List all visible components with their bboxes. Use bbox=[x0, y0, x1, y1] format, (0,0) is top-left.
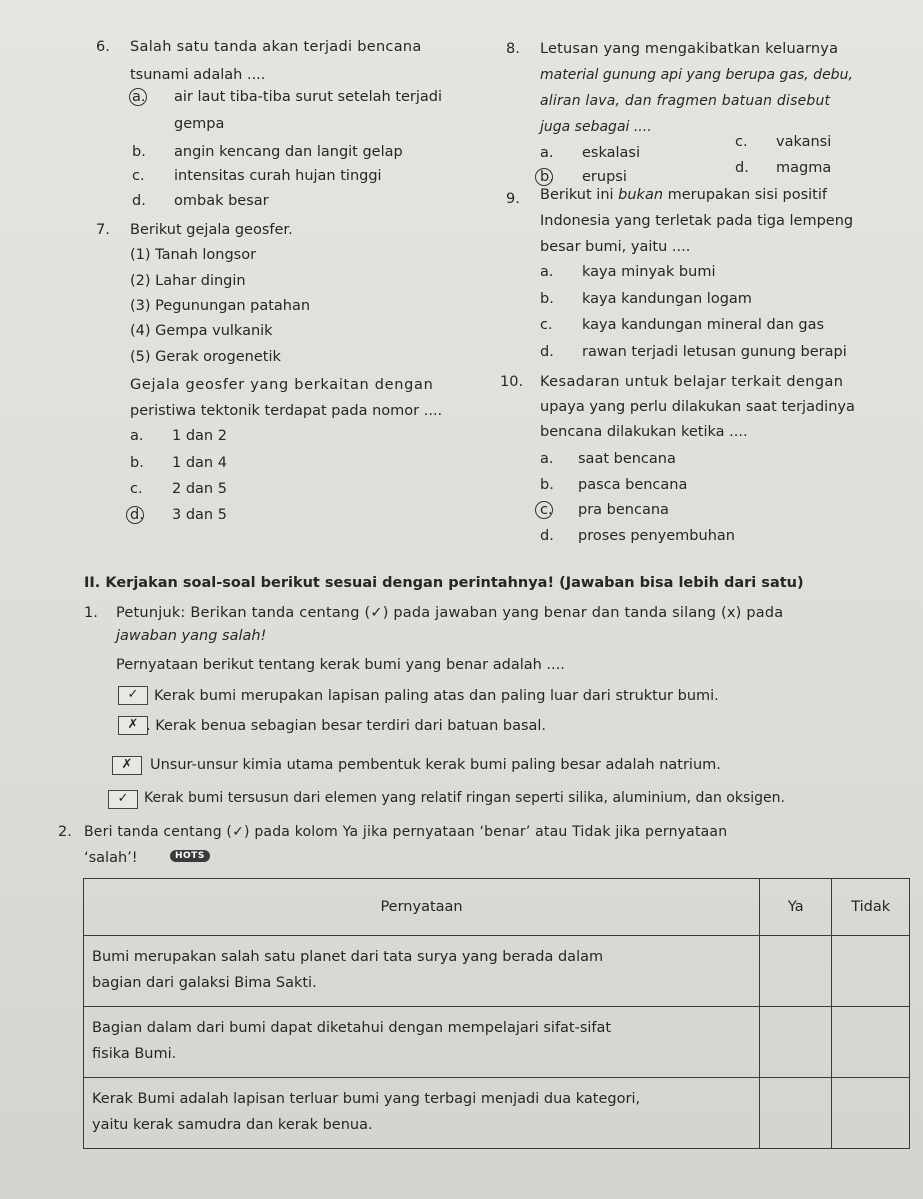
statement-4-text: Kerak bumi tersusun dari elemen yang relatif ringan seperti silika, aluminium, dan oksigen. bbox=[144, 790, 785, 806]
q9-option-d-text: rawan terjadi letusan gunung berapi bbox=[582, 344, 847, 360]
s2-p1-line2: jawaban yang salah! bbox=[116, 628, 267, 644]
q9-line3: besar bumi, yaitu .... bbox=[540, 239, 691, 255]
table-row bbox=[84, 1007, 910, 1078]
q10-option-b-letter: b. bbox=[540, 477, 554, 493]
q7-item-4: (4) Gempa vulkanik bbox=[130, 323, 273, 339]
statement-2-text: . Kerak benua sebagian besar terdiri dari batuan basal. bbox=[146, 718, 547, 734]
statement-text-line: fisika Bumi. bbox=[92, 1046, 177, 1062]
q10-option-a-text: saat bencana bbox=[578, 451, 676, 467]
q8-number: 8. bbox=[506, 41, 520, 57]
q6-option-a-text: air laut tiba-tiba surut setelah terjadi bbox=[174, 89, 443, 105]
q7-option-d-letter: d. bbox=[130, 507, 144, 523]
statement-3-checkbox[interactable]: ✗ bbox=[112, 756, 142, 775]
q6-option-a-letter: a. bbox=[132, 89, 146, 105]
no-cell[interactable] bbox=[832, 936, 910, 1007]
q6-option-b-letter: b. bbox=[132, 144, 146, 160]
statement-text-line: bagian dari galaksi Bima Sakti. bbox=[92, 975, 317, 991]
q7-option-b-text: 1 dan 4 bbox=[172, 455, 227, 471]
q8-option-a-text: eskalasi bbox=[582, 145, 640, 161]
q9-option-c-letter: c. bbox=[540, 317, 553, 333]
q7-number: 7. bbox=[96, 222, 110, 238]
column-header-statement: Pernyataan bbox=[84, 879, 760, 936]
q6-line1: Salah satu tanda akan terjadi bencana bbox=[130, 39, 422, 55]
no-cell[interactable] bbox=[832, 1078, 910, 1149]
q9-line2: Indonesia yang terletak pada tiga lempeng bbox=[540, 213, 854, 229]
q10-option-d-letter: d. bbox=[540, 528, 554, 544]
q8-line4: juga sebagai .... bbox=[540, 119, 652, 135]
table-header-row bbox=[84, 879, 910, 936]
q8-option-b-text: erupsi bbox=[582, 169, 627, 185]
s2-p2-number: 2. bbox=[58, 824, 72, 840]
q10-option-c-text: pra bencana bbox=[578, 502, 669, 518]
q9-option-a-letter: a. bbox=[540, 264, 554, 280]
q8-option-c-text: vakansi bbox=[776, 134, 832, 150]
q9-line1-c: merupakan sisi positif bbox=[663, 187, 828, 203]
statement-1-text: Kerak bumi merupakan lapisan paling atas dan paling luar dari struktur bumi. bbox=[154, 688, 719, 704]
statement-2-checkbox[interactable]: ✗ bbox=[118, 716, 148, 735]
column-header-yes: Ya bbox=[760, 879, 832, 936]
statement-3-text: Unsur-unsur kimia utama pembentuk kerak bumi paling besar adalah natrium. bbox=[150, 757, 721, 773]
statement-cell bbox=[84, 1007, 760, 1078]
q7-item-3: (3) Pegunungan patahan bbox=[130, 298, 311, 314]
q6-option-c-text: intensitas curah hujan tinggi bbox=[174, 168, 382, 184]
q9-line1-a: Berikut ini bbox=[540, 187, 619, 203]
statement-text-line: yaitu kerak samudra dan kerak benua. bbox=[92, 1117, 373, 1133]
q7-intro: Berikut gejala geosfer. bbox=[130, 222, 293, 238]
q7-option-c-letter: c. bbox=[130, 481, 143, 497]
table-row bbox=[84, 936, 910, 1007]
q7-option-a-letter: a. bbox=[130, 428, 144, 444]
q9-option-b-text: kaya kandungan logam bbox=[582, 291, 752, 307]
q10-option-c-letter: c. bbox=[540, 502, 553, 518]
q8-line2: material gunung api yang berupa gas, debu, bbox=[540, 67, 853, 83]
q9-option-c-text: kaya kandungan mineral dan gas bbox=[582, 317, 825, 333]
q10-number: 10. bbox=[500, 374, 524, 390]
q9-line1 bbox=[540, 186, 827, 204]
q10-line1: Kesadaran untuk belajar terkait dengan bbox=[540, 374, 844, 390]
no-cell[interactable] bbox=[832, 1007, 910, 1078]
q8-option-c-letter: c. bbox=[735, 134, 748, 150]
s2-p1-number: 1. bbox=[84, 605, 98, 621]
yes-cell[interactable] bbox=[760, 1078, 832, 1149]
q7-option-b-letter: b. bbox=[130, 455, 144, 471]
q6-option-c-letter: c. bbox=[132, 168, 145, 184]
q8-option-b-letter: b. bbox=[540, 169, 554, 185]
q7-option-d-text: 3 dan 5 bbox=[172, 507, 227, 523]
q6-option-a-text-cont: gempa bbox=[174, 116, 225, 132]
q8-line3: aliran lava, dan fragmen batuan disebut bbox=[540, 93, 831, 109]
q6-option-d-text: ombak besar bbox=[174, 193, 269, 209]
s2-p1-prompt: Pernyataan berikut tentang kerak bumi yang benar adalah .... bbox=[116, 657, 565, 673]
q9-option-b-letter: b. bbox=[540, 291, 554, 307]
statement-1-checkbox[interactable]: ✓ bbox=[118, 686, 148, 705]
section2-heading: II. Kerjakan soal-soal berikut sesuai dengan perintahnya! (Jawaban bisa lebih dari satu) bbox=[84, 575, 804, 591]
q9-option-a-text: kaya minyak bumi bbox=[582, 264, 716, 280]
q7-option-c-text: 2 dan 5 bbox=[172, 481, 227, 497]
q6-line2: tsunami adalah .... bbox=[130, 67, 266, 83]
q10-line2: upaya yang perlu dilakukan saat terjadinya bbox=[540, 399, 855, 415]
statement-text-line: Bumi merupakan salah satu planet dari tata surya yang berada dalam bbox=[92, 949, 604, 965]
statement-text-line: Kerak Bumi adalah lapisan terluar bumi yang terbagi menjadi dua kategori, bbox=[92, 1091, 641, 1107]
q6-number: 6. bbox=[96, 39, 110, 55]
q7-item-1: (1) Tanah longsor bbox=[130, 247, 257, 263]
q9-number: 9. bbox=[506, 191, 520, 207]
q10-line3: bencana dilakukan ketika .... bbox=[540, 424, 748, 440]
hots-badge: HOTS bbox=[170, 850, 210, 862]
s2-p2-line2: ‘salah’! bbox=[84, 850, 138, 866]
column-header-no: Tidak bbox=[832, 879, 910, 936]
q8-option-a-letter: a. bbox=[540, 145, 554, 161]
s2-p1-line1: Petunjuk: Berikan tanda centang (✓) pada jawaban yang benar dan tanda silang (x) pada bbox=[116, 605, 784, 621]
statement-4-checkbox[interactable]: ✓ bbox=[108, 790, 138, 809]
q10-option-b-text: pasca bencana bbox=[578, 477, 688, 493]
q7-question-line1: Gejala geosfer yang berkaitan dengan bbox=[130, 377, 434, 393]
q7-item-5: (5) Gerak orogenetik bbox=[130, 349, 281, 365]
statement-cell bbox=[84, 1078, 760, 1149]
q9-line1-emphasis: bukan bbox=[618, 187, 664, 203]
statement-text-line: Bagian dalam dari bumi dapat diketahui dengan mempelajari sifat-sifat bbox=[92, 1020, 612, 1036]
yes-cell[interactable] bbox=[760, 936, 832, 1007]
yes-cell[interactable] bbox=[760, 1007, 832, 1078]
q10-option-a-letter: a. bbox=[540, 451, 554, 467]
q8-option-d-letter: d. bbox=[735, 160, 749, 176]
statement-cell bbox=[84, 936, 760, 1007]
q9-option-d-letter: d. bbox=[540, 344, 554, 360]
q7-item-2: (2) Lahar dingin bbox=[130, 273, 246, 289]
q10-option-d-text: proses penyembuhan bbox=[578, 528, 735, 544]
s2-p2-line1: Beri tanda centang (✓) pada kolom Ya jika pernyataan ‘benar’ atau Tidak jika pernyataan bbox=[84, 824, 728, 840]
statement-table bbox=[83, 878, 910, 1149]
q8-option-d-text: magma bbox=[776, 160, 832, 176]
q6-option-b-text: angin kencang dan langit gelap bbox=[174, 144, 403, 160]
q8-line1: Letusan yang mengakibatkan keluarnya bbox=[540, 41, 839, 57]
q7-option-a-text: 1 dan 2 bbox=[172, 428, 227, 444]
q6-option-d-letter: d. bbox=[132, 193, 146, 209]
table-row bbox=[84, 1078, 910, 1149]
q7-question-line2: peristiwa tektonik terdapat pada nomor .... bbox=[130, 403, 443, 419]
